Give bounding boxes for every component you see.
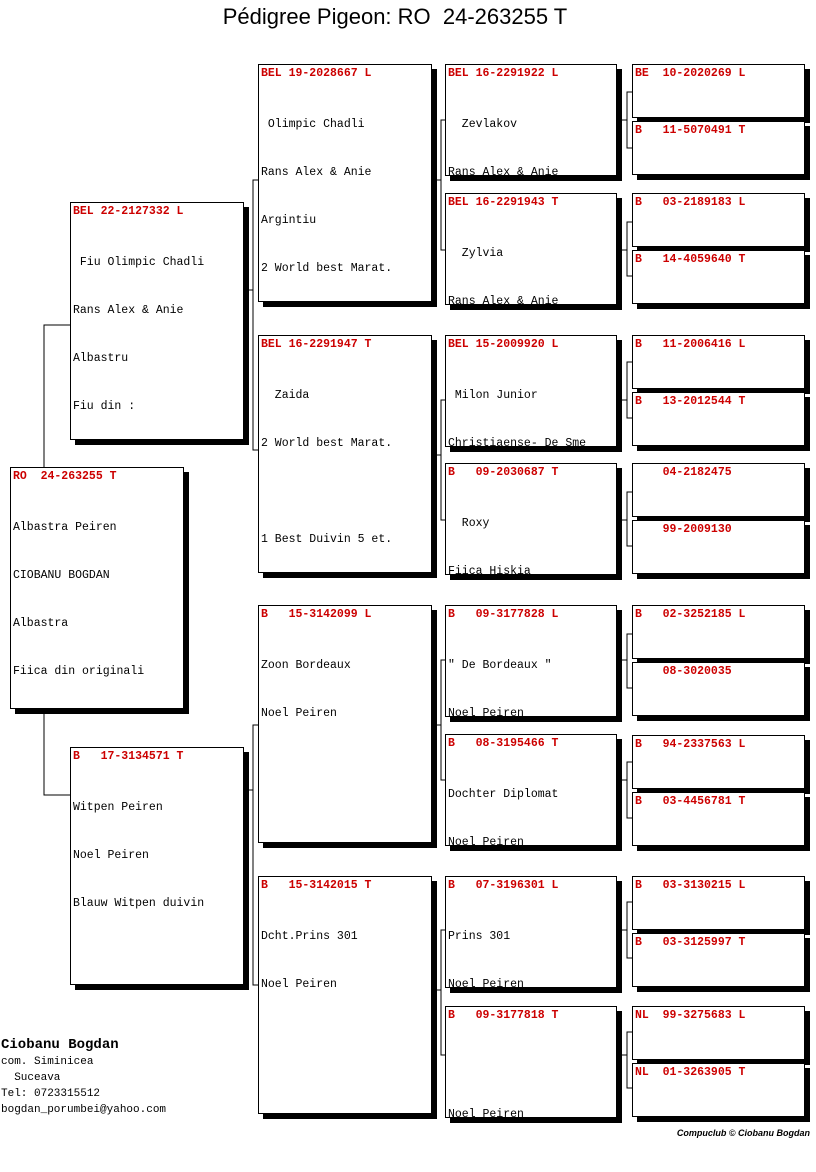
detail-line: Noel Peiren xyxy=(73,849,149,862)
detail-line xyxy=(261,484,431,500)
detail-line: Albastru xyxy=(73,352,129,365)
pigeon-details xyxy=(446,1025,616,1118)
pigeon-card-gen5-11 xyxy=(632,735,805,789)
detail-line: Noel Peiren xyxy=(448,1108,524,1118)
pigeon-details xyxy=(633,354,804,389)
connector-line xyxy=(617,92,633,120)
ring-number: BEL 15-2009920 L xyxy=(448,338,559,351)
pigeon-card-gen4-8 xyxy=(445,1006,617,1118)
detail-line: Noel Peiren xyxy=(448,707,524,717)
detail-line: Zylvia xyxy=(448,247,504,260)
owner-address-line: com. Siminicea xyxy=(1,1056,94,1068)
ring-number: B 09-2030687 T xyxy=(448,466,559,479)
connector-line xyxy=(244,290,259,450)
ring-number: B 03-4456781 T xyxy=(635,795,746,808)
pigeon-details xyxy=(633,952,804,987)
pigeon-card-gen3-4 xyxy=(258,876,432,1114)
detail-line: Dochter Diplomat xyxy=(448,788,559,801)
pigeon-card-subject xyxy=(10,467,184,709)
owner-email: bogdan_porumbei@yahoo.com xyxy=(1,1104,167,1116)
owner-name: Ciobanu Bogdan xyxy=(1,1037,119,1053)
detail-line: Prins 301 xyxy=(448,930,511,943)
ring-number: B 11-2006416 L xyxy=(635,338,746,351)
connector-line xyxy=(617,520,633,546)
detail-line: 1 Best Duivin 5 et. xyxy=(261,533,393,546)
connector-line xyxy=(617,902,633,930)
connector-line xyxy=(431,120,446,180)
ring-number: B 13-2012544 T xyxy=(635,395,746,408)
connector-line xyxy=(431,990,446,1055)
detail-line: CIOBANU BOGDAN xyxy=(13,569,110,582)
detail-line: 2 World best Marat. xyxy=(261,262,393,275)
detail-line xyxy=(635,845,804,846)
pigeon-card-gen5-4 xyxy=(632,250,805,304)
detail-line: Noel Peiren xyxy=(448,978,524,988)
detail-line xyxy=(635,246,804,247)
connector-line xyxy=(244,790,259,985)
ring-number: B 03-2189183 L xyxy=(635,196,746,209)
pigeon-details xyxy=(11,486,183,709)
detail-line: Albastra xyxy=(13,617,69,630)
pigeon-details xyxy=(71,221,243,440)
pigeon-card-gen5-14 xyxy=(632,933,805,987)
owner-address-line: Suceava xyxy=(1,1072,61,1084)
pigeon-card-gen3-1 xyxy=(258,64,432,302)
detail-line: Zaida xyxy=(261,389,310,402)
detail-line xyxy=(635,929,804,930)
connector-line xyxy=(244,725,259,790)
connector-line xyxy=(431,400,446,455)
detail-line: Albastra Peiren xyxy=(13,521,117,534)
detail-line xyxy=(635,174,804,175)
connector-line xyxy=(617,222,633,250)
detail-line: Noel Peiren xyxy=(261,978,337,991)
ring-number: B 02-3252185 L xyxy=(635,608,746,621)
pigeon-details xyxy=(71,766,243,944)
detail-line: " De Bordeaux " xyxy=(448,659,552,672)
ring-number: BEL 16-2291947 T xyxy=(261,338,372,351)
detail-line: Christiaense- De Sme xyxy=(448,437,587,447)
ring-number: BEL 22-2127332 L xyxy=(73,205,184,218)
detail-line: Fiu Olimpic Chadli xyxy=(73,256,205,269)
pigeon-card-gen5-3 xyxy=(632,193,805,247)
ring-number: NL 99-3275683 L xyxy=(635,1009,746,1022)
connector-line xyxy=(617,120,633,148)
detail-line: Fiu din : xyxy=(73,400,136,413)
connector-line xyxy=(617,492,633,520)
pigeon-card-gen5-1 xyxy=(632,64,805,118)
connector-line xyxy=(617,930,633,958)
pigeon-details xyxy=(446,753,616,846)
pigeon-details xyxy=(446,895,616,988)
pigeon-details xyxy=(446,624,616,717)
ring-number: B 09-3177828 L xyxy=(448,608,559,621)
pigeon-details xyxy=(259,895,431,1025)
detail-line: Rans Alex & Anie xyxy=(448,295,559,305)
ring-number: B 03-3125997 T xyxy=(635,936,746,949)
ring-number: 99-2009130 xyxy=(635,523,732,536)
pigeon-card-gen4-3 xyxy=(445,335,617,447)
detail-line xyxy=(448,1059,616,1075)
ring-number: B 08-3195466 T xyxy=(448,737,559,750)
detail-line: Noel Peiren xyxy=(261,707,337,720)
pigeon-details xyxy=(633,1025,804,1060)
ring-number: BEL 16-2291943 T xyxy=(448,196,559,209)
detail-line xyxy=(635,445,804,446)
ring-number: BEL 16-2291922 L xyxy=(448,67,559,80)
ring-number: NL 01-3263905 T xyxy=(635,1066,746,1079)
pigeon-card-gen4-6 xyxy=(445,734,617,846)
pigeon-details xyxy=(633,1082,804,1117)
ring-number: 04-2182475 xyxy=(635,466,732,479)
detail-line xyxy=(635,117,804,118)
ring-number: B 03-3130215 L xyxy=(635,879,746,892)
connector-line xyxy=(617,780,633,818)
pigeon-details xyxy=(446,354,616,447)
pigeon-details xyxy=(633,140,804,175)
pigeon-card-gen5-13 xyxy=(632,876,805,930)
pigeon-details xyxy=(259,83,431,302)
detail-line xyxy=(635,388,804,389)
pigeon-details xyxy=(446,212,616,305)
connector-line xyxy=(244,180,259,290)
pigeon-details xyxy=(633,624,804,659)
pigeon-card-gen5-2 xyxy=(632,121,805,175)
ring-number: B 15-3142015 T xyxy=(261,879,372,892)
pigeon-card-gen4-5 xyxy=(445,605,617,717)
detail-line: Witpen Peiren xyxy=(73,801,163,814)
pigeon-details xyxy=(633,269,804,304)
connector-line xyxy=(431,725,446,780)
pigeon-card-gen5-10 xyxy=(632,662,805,716)
pigeon-card-gen5-6 xyxy=(632,392,805,446)
ring-number: B 14-4059640 T xyxy=(635,253,746,266)
ring-number: B 09-3177818 T xyxy=(448,1009,559,1022)
pigeon-details xyxy=(633,754,804,789)
connector-line xyxy=(617,1055,633,1088)
credit-note: Compuclub © Ciobanu Bogdan xyxy=(676,1128,810,1138)
detail-line: Roxy xyxy=(448,517,490,530)
owner-phone: Tel: 0723315512 xyxy=(1,1088,101,1100)
pigeon-card-gen4-1 xyxy=(445,64,617,176)
pigeon-card-gen5-7 xyxy=(632,463,805,517)
pigeon-details xyxy=(633,895,804,930)
connector-line xyxy=(431,455,446,520)
detail-line: Rans Alex & Anie xyxy=(448,166,559,176)
pigeon-details xyxy=(633,83,804,118)
pigeon-details xyxy=(259,354,431,573)
detail-line: Olimpic Chadli xyxy=(261,118,365,131)
pigeon-card-gen5-12 xyxy=(632,792,805,846)
detail-line: 2 World best Marat. xyxy=(261,437,393,450)
connector-line xyxy=(617,250,633,276)
pigeon-details xyxy=(446,83,616,176)
ring-number: BEL 19-2028667 L xyxy=(261,67,372,80)
detail-line: Fiica din originali xyxy=(13,665,145,678)
pigeon-card-sire xyxy=(70,202,244,440)
detail-line: Argintiu xyxy=(261,214,317,227)
ring-number: B 07-3196301 L xyxy=(448,879,559,892)
ring-number: B 17-3134571 T xyxy=(73,750,184,763)
connector-line xyxy=(431,660,446,725)
ring-number: 08-3020035 xyxy=(635,665,732,678)
connector-line xyxy=(617,634,633,660)
connector-line xyxy=(617,400,633,418)
pigeon-details xyxy=(633,411,804,446)
ring-number: B 11-5070491 T xyxy=(635,124,746,137)
ring-number: BE 10-2020269 L xyxy=(635,67,746,80)
pigeon-card-gen3-2 xyxy=(258,335,432,573)
connector-line xyxy=(617,660,633,688)
pigeon-card-gen4-2 xyxy=(445,193,617,305)
detail-line: Rans Alex & Anie xyxy=(73,304,184,317)
connector-line xyxy=(617,762,633,780)
pigeon-details xyxy=(633,811,804,846)
pigeon-details xyxy=(446,482,616,575)
pigeon-card-gen4-4 xyxy=(445,463,617,575)
detail-line xyxy=(635,986,804,987)
detail-line: Fiica Hiskia xyxy=(448,565,531,575)
connector-line xyxy=(431,930,446,990)
detail-line xyxy=(635,303,804,304)
pigeon-card-gen4-7 xyxy=(445,876,617,988)
ring-number: B 15-3142099 L xyxy=(261,608,372,621)
pigeon-details xyxy=(259,624,431,754)
detail-line: Noel Peiren xyxy=(448,836,524,846)
detail-line xyxy=(635,788,804,789)
connector-line xyxy=(617,362,633,400)
pigeon-card-gen5-15 xyxy=(632,1006,805,1060)
detail-line: Rans Alex & Anie xyxy=(261,166,372,179)
owner-info xyxy=(1,1036,166,1118)
connector-line xyxy=(431,180,446,250)
detail-line: Dcht.Prins 301 xyxy=(261,930,358,943)
pigeon-details xyxy=(633,212,804,247)
pigeon-card-gen5-16 xyxy=(632,1063,805,1117)
ring-number: RO 24-263255 T xyxy=(13,470,117,483)
detail-line xyxy=(635,1116,804,1117)
page-title: Pédigree Pigeon: RO 24-263255 T xyxy=(222,4,568,29)
ring-number: B 94-2337563 L xyxy=(635,738,746,751)
pigeon-card-gen3-3 xyxy=(258,605,432,843)
detail-line: Zevlakov xyxy=(448,118,518,131)
detail-line: Blauw Witpen duivin xyxy=(73,897,205,910)
pigeon-card-gen5-8 xyxy=(632,520,805,574)
detail-line: Milon Junior xyxy=(448,389,538,402)
pigeon-card-dam xyxy=(70,747,244,985)
pigeon-card-gen5-5 xyxy=(632,335,805,389)
detail-line: Zoon Bordeaux xyxy=(261,659,351,672)
detail-line xyxy=(635,658,804,659)
pigeon-card-gen5-9 xyxy=(632,605,805,659)
connector-line xyxy=(617,1032,633,1055)
detail-line xyxy=(635,1059,804,1060)
